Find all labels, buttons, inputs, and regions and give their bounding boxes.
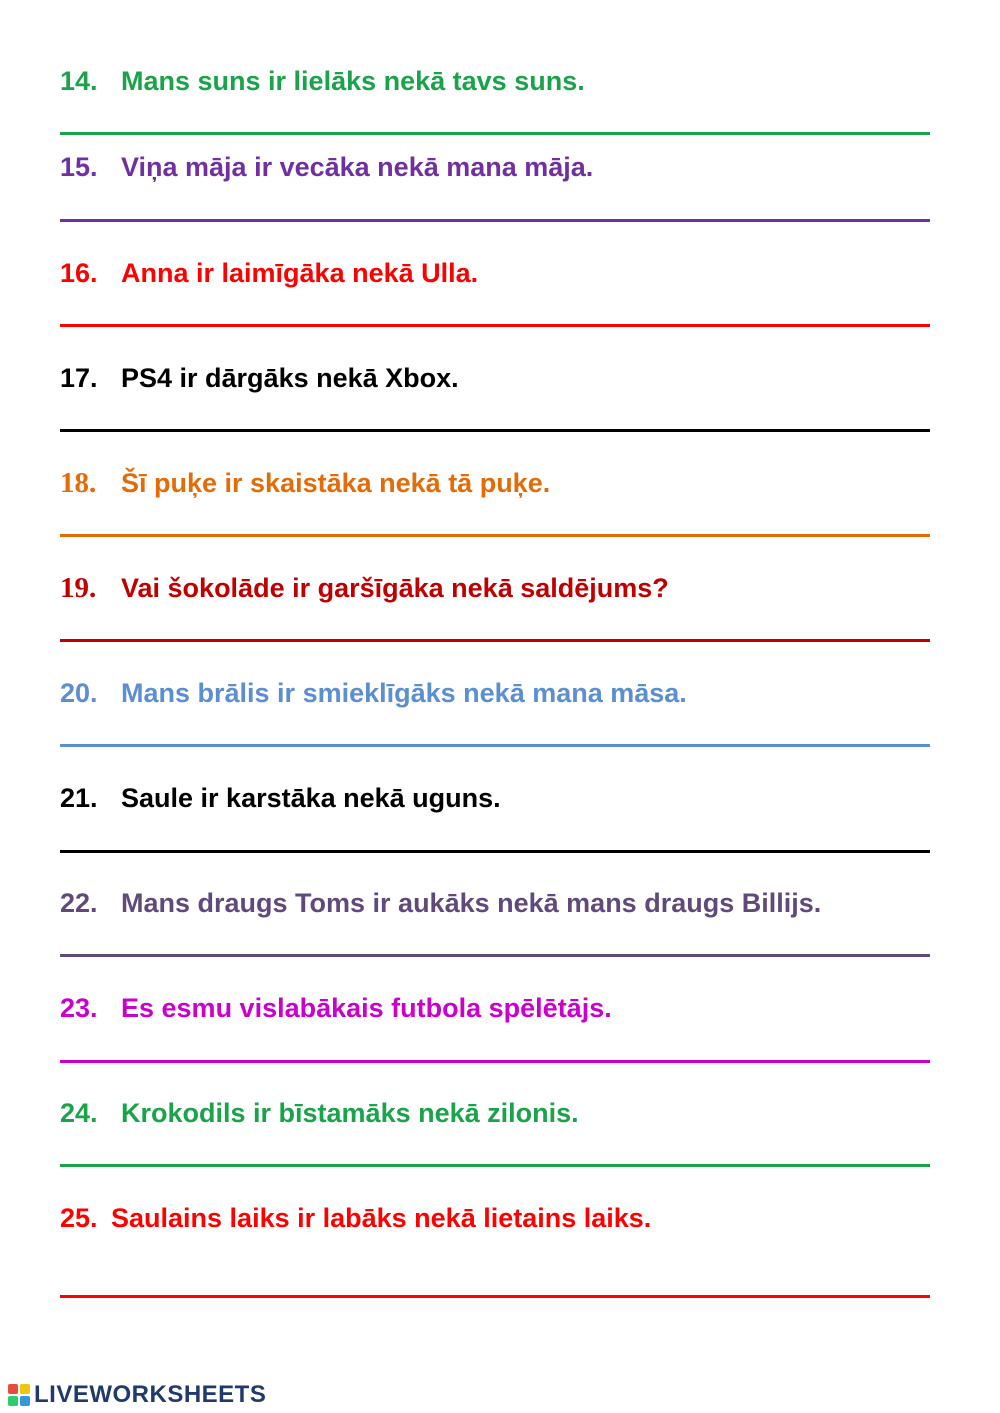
exercise-item xyxy=(60,571,930,651)
answer-line[interactable] xyxy=(60,639,930,642)
answer-line[interactable] xyxy=(60,954,930,957)
exercise-item xyxy=(60,256,930,336)
exercise-text: Mans brālis ir smieklīgāks nekā mana māsa. xyxy=(121,678,687,708)
exercise-sentence xyxy=(60,1096,579,1130)
exercise-text: Viņa māja ir vecāka nekā mana māja. xyxy=(121,152,594,182)
answer-line[interactable] xyxy=(60,324,930,327)
exercise-number: 20. xyxy=(60,678,98,708)
brand-name: LIVEWORKSHEETS xyxy=(34,1381,267,1408)
exercise-sentence xyxy=(60,886,821,920)
answer-line[interactable] xyxy=(60,1295,930,1298)
exercise-text: Saule ir karstāka nekā uguns. xyxy=(121,783,501,813)
exercise-number: 24. xyxy=(60,1098,98,1128)
exercise-item xyxy=(60,361,930,441)
answer-line[interactable] xyxy=(60,1164,930,1167)
exercise-number: 25. xyxy=(60,1203,98,1233)
exercise-item xyxy=(60,64,930,144)
exercise-sentence xyxy=(60,361,459,395)
exercise-text: Mans draugs Toms ir aukāks nekā mans draugs Billijs. xyxy=(121,888,822,918)
exercise-sentence xyxy=(60,571,669,605)
answer-line[interactable] xyxy=(60,850,930,853)
exercise-sentence xyxy=(60,1201,651,1235)
exercise-sentence xyxy=(60,466,550,500)
exercise-item xyxy=(60,781,930,861)
answer-line[interactable] xyxy=(60,132,930,135)
exercise-text: Saulains laiks ir labāks nekā lietains laiks. xyxy=(111,1203,652,1233)
logo-block xyxy=(8,1384,18,1394)
exercise-text: Vai šokolāde ir garšīgāka nekā saldējums? xyxy=(121,573,669,603)
exercise-number: 14. xyxy=(60,66,98,96)
answer-line[interactable] xyxy=(60,219,930,222)
exercise-item xyxy=(60,886,930,966)
answer-line[interactable] xyxy=(60,429,930,432)
exercise-number: 17. xyxy=(60,363,98,393)
logo-block xyxy=(8,1396,18,1406)
exercise-text: Mans suns ir lielāks nekā tavs suns. xyxy=(121,66,585,96)
exercise-sentence xyxy=(60,676,687,710)
answer-line[interactable] xyxy=(60,1060,930,1063)
answer-line[interactable] xyxy=(60,534,930,537)
exercise-text: PS4 ir dārgāks nekā Xbox. xyxy=(121,363,459,393)
exercise-text: Krokodils ir bīstamāks nekā zilonis. xyxy=(121,1098,579,1128)
exercise-number: 16. xyxy=(60,258,98,288)
logo-block xyxy=(20,1396,30,1406)
exercise-sentence xyxy=(60,64,585,98)
logo-block xyxy=(20,1384,30,1394)
exercise-sentence xyxy=(60,150,593,184)
exercise-item xyxy=(60,466,930,546)
exercise-item xyxy=(60,1096,930,1176)
liveworksheets-logo xyxy=(8,1380,266,1410)
exercise-sentence xyxy=(60,256,478,290)
exercise-text: Es esmu vislabākais futbola spēlētājs. xyxy=(121,993,612,1023)
exercise-item xyxy=(60,1201,930,1301)
exercise-number: 18. xyxy=(60,467,97,499)
exercise-sentence xyxy=(60,991,612,1025)
exercise-sentence xyxy=(60,781,501,815)
exercise-item xyxy=(60,991,930,1071)
exercise-number: 22. xyxy=(60,888,98,918)
exercise-item xyxy=(60,676,930,756)
logo-blocks-icon xyxy=(8,1384,30,1406)
exercise-text: Šī puķe ir skaistāka nekā tā puķe. xyxy=(121,468,551,498)
exercise-number: 15. xyxy=(60,152,98,182)
exercise-number: 23. xyxy=(60,993,98,1023)
exercise-text: Anna ir laimīgāka nekā Ulla. xyxy=(121,258,479,288)
exercise-number: 19. xyxy=(60,572,97,604)
answer-line[interactable] xyxy=(60,744,930,747)
exercise-item xyxy=(60,150,930,230)
exercise-number: 21. xyxy=(60,783,98,813)
